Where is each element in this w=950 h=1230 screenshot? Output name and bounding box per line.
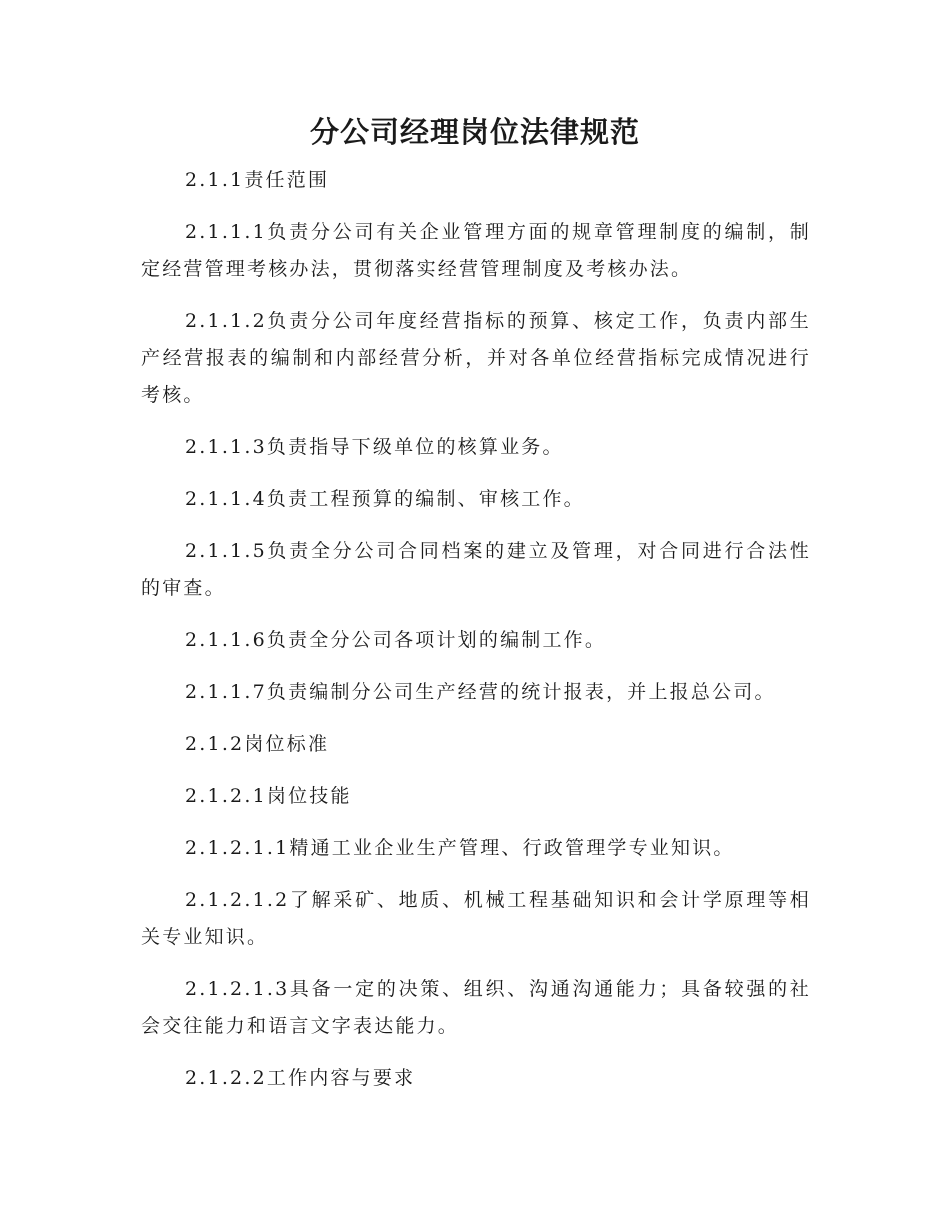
paragraph-2-1-2-1-2: 2.1.2.1.2了解采矿、地质、机械工程基础知识和会计学原理等相关专业知识。	[141, 889, 811, 948]
paragraph-2-1-1-4: 2.1.1.4负责工程预算的编制、审核工作。	[185, 488, 585, 510]
paragraph-2-1-1-2: 2.1.1.2负责分公司年度经营指标的预算、核定工作，负责内部生产经营报表的编制和内部经营分析，并对各单位经营指标完成情况进行考核。	[141, 310, 811, 406]
document-title: 分公司经理岗位法律规范	[309, 115, 640, 149]
paragraph-2-1-2-1-1: 2.1.2.1.1精通工业企业生产管理、行政管理学专业知识。	[185, 837, 735, 859]
paragraph-2-1-1-1: 2.1.1.1负责分公司有关企业管理方面的规章管理制度的编制，制定经营管理考核办法，贯彻落实经营管理制度及考核办法。	[141, 221, 811, 280]
paragraph-2-1-1-5: 2.1.1.5负责全分公司合同档案的建立及管理，对合同进行合法性的审查。	[141, 540, 811, 599]
paragraph-2-1-2-1-3: 2.1.2.1.3具备一定的决策、组织、沟通沟通能力；具备较强的社会交往能力和语言文字表达能力。	[141, 978, 811, 1037]
paragraph-2-1-1-3: 2.1.1.3负责指导下级单位的核算业务。	[185, 436, 564, 458]
paragraph-2-1-2-1: 2.1.2.1岗位技能	[185, 785, 352, 807]
document-body	[141, 162, 811, 1112]
paragraph-2-1-2-2: 2.1.2.2工作内容与要求	[185, 1067, 416, 1089]
paragraph-2-1-1-6: 2.1.1.6负责全分公司各项计划的编制工作。	[185, 629, 607, 651]
paragraph-2-1-1: 2.1.1责任范围	[185, 169, 330, 191]
paragraph-2-1-1-7: 2.1.1.7负责编制分公司生产经营的统计报表，并上报总公司。	[185, 681, 776, 703]
paragraph-2-1-2: 2.1.2岗位标准	[185, 733, 330, 755]
